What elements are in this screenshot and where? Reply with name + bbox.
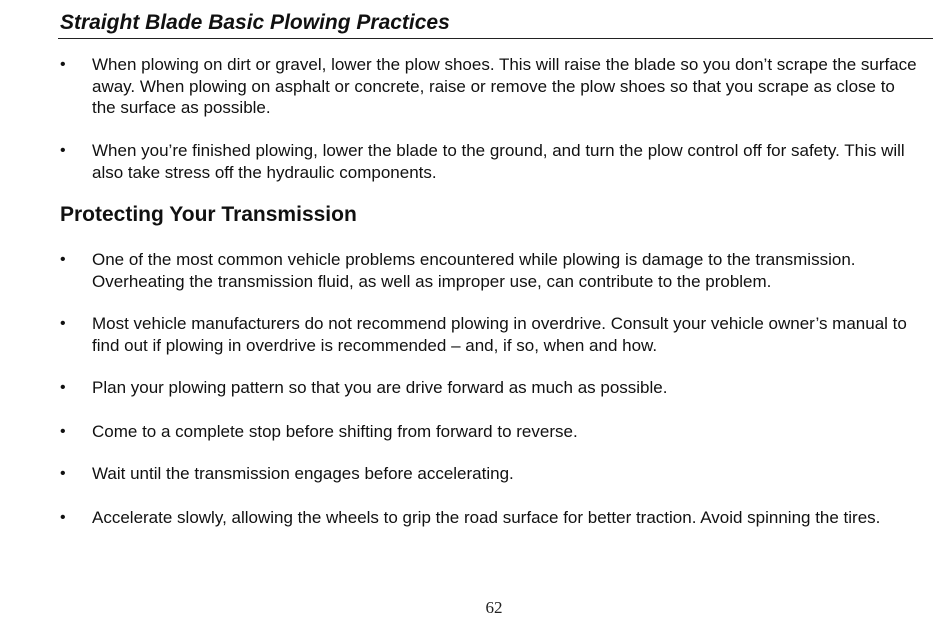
bullet-icon: •: [60, 56, 66, 73]
bullet-icon: •: [60, 251, 66, 268]
bullet-icon: •: [60, 509, 66, 526]
title-underline-rule: [58, 38, 933, 39]
list-item-text: When you’re finished plowing, lower the blade to the ground, and turn the plow control off for safety. This will also take stress off the hydraulic components.: [92, 141, 905, 182]
list-item-text: One of the most common vehicle problems encountered while plowing is damage to the transmission. Overheating the transmission fluid, as well as improper use, can contribute to the problem.: [92, 250, 856, 291]
section-title-plowing-practices: Straight Blade Basic Plowing Practices: [60, 11, 450, 34]
list-item-text: When plowing on dirt or gravel, lower the plow shoes. This will raise the blade so you don’t scrape the surface away. When plowing on asphalt or concrete, raise or remove the plow shoes so that you scrape as close to the surface as possible.: [92, 55, 917, 117]
bullet-icon: •: [60, 465, 66, 482]
list-item-text: Accelerate slowly, allowing the wheels to grip the road surface for better traction. Avoid spinning the tires.: [92, 508, 881, 527]
section-title-transmission: Protecting Your Transmission: [60, 203, 357, 226]
list-item-text: Plan your plowing pattern so that you are drive forward as much as possible.: [92, 378, 668, 397]
bullet-icon: •: [60, 315, 66, 332]
list-item-text: Come to a complete stop before shifting from forward to reverse.: [92, 422, 578, 441]
list-item-text: Wait until the transmission engages before accelerating.: [92, 464, 514, 483]
bullet-icon: •: [60, 379, 66, 396]
bullet-icon: •: [60, 142, 66, 159]
page-number: 62: [485, 598, 503, 617]
list-item-text: Most vehicle manufacturers do not recommend plowing in overdrive. Consult your vehicle owner’s manual to find out if plowing in overdrive is recommended – and, if so, when and how.: [92, 314, 907, 355]
bullet-icon: •: [60, 423, 66, 440]
